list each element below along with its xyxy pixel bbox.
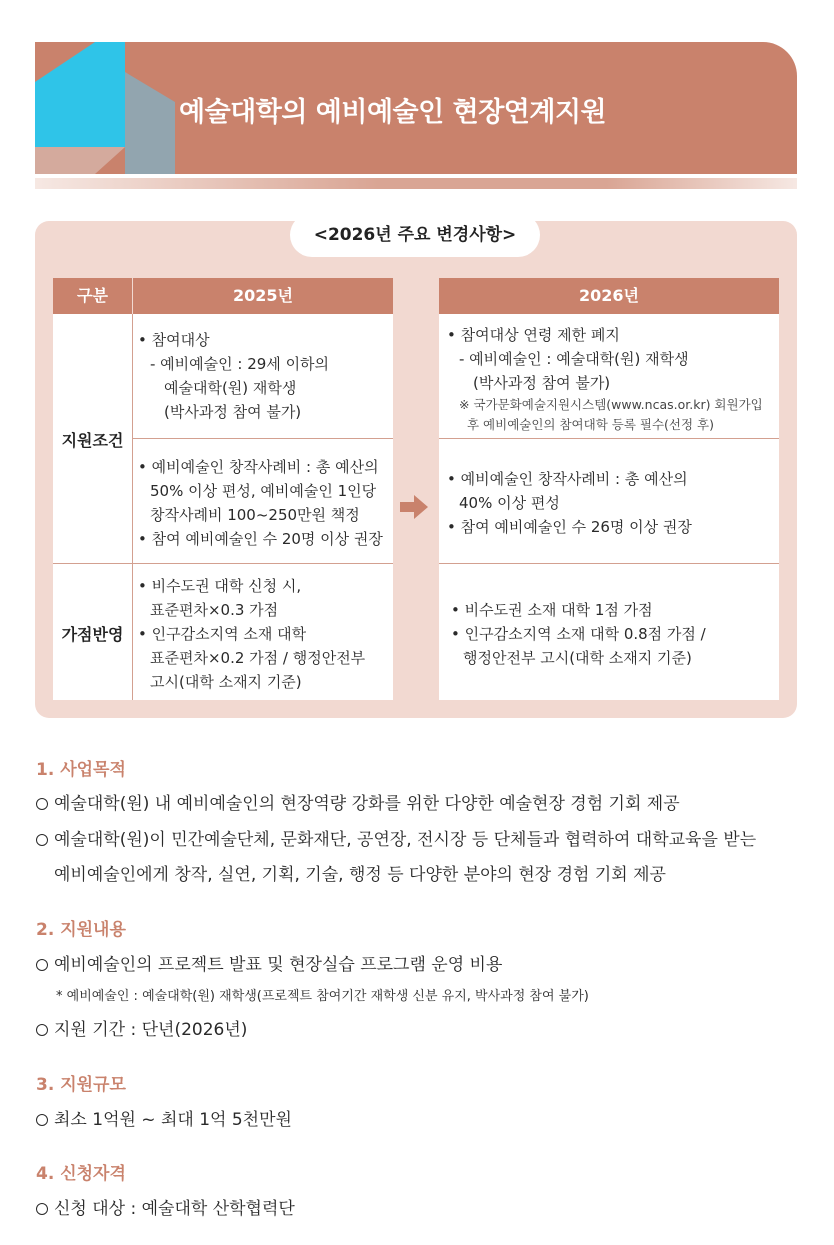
cell-line: (박사과정 참여 불가) xyxy=(473,374,611,392)
cell-line: 50% 이상 편성, 예비예술인 1인당 xyxy=(150,482,377,500)
cell-line: • 예비예술인 창작사례비 : 총 예산의 xyxy=(447,470,688,488)
header-2025: 2025년 xyxy=(133,278,393,314)
cell-line: • 예비예술인 창작사례비 : 총 예산의 xyxy=(138,458,379,476)
cell-note: ※ 국가문화예술지원시스템(www.ncas.or.kr) 회원가입 xyxy=(459,397,763,412)
cell-line: 창작사례비 100~250만원 책정 xyxy=(150,506,360,524)
header-category: 구분 xyxy=(53,278,132,314)
row-divider xyxy=(439,438,779,439)
row-label-support-condition: 지원조건 xyxy=(61,431,124,450)
list-item: 예술대학(원) 내 예비예술인의 현장역량 강화를 위한 다양한 예술현장 경험 기회 제공 xyxy=(36,789,680,814)
cell-line: 40% 이상 편성 xyxy=(459,494,560,512)
decorative-shape-icon xyxy=(35,42,175,174)
cell-2026-eligibility xyxy=(447,323,763,435)
header-2026: 2026년 xyxy=(439,278,779,314)
title-underline xyxy=(35,178,797,189)
section-title-purpose: 1. 사업목적 xyxy=(36,760,126,780)
section-title-support: 2. 지원내용 xyxy=(36,920,126,940)
cell-line: • 참여대상 xyxy=(138,331,210,349)
cell-2025-fee xyxy=(138,455,383,551)
cell-2026-bonus xyxy=(451,598,706,670)
row-divider xyxy=(439,563,779,564)
circle-bullet-icon xyxy=(36,798,48,810)
list-item: 신청 대상 : 예술대학 산학협력단 xyxy=(36,1194,295,1219)
list-item: 예비예술인의 프로젝트 발표 및 현장실습 프로그램 운영 비용 xyxy=(36,950,502,975)
list-item: 예술대학(원)이 민간예술단체, 문화재단, 공연장, 전시장 등 단체들과 협력하여 대학교육을 받는 xyxy=(36,825,756,850)
list-item: 최소 1억원 ~ 최대 1억 5천만원 xyxy=(36,1105,292,1130)
list-item: 지원 기간 : 단년(2026년) xyxy=(36,1015,247,1040)
cell-line: • 참여 예비예술인 수 20명 이상 권장 xyxy=(138,530,383,548)
list-note: * 예비예술인 : 예술대학(원) 재학생(프로젝트 참여기간 재학생 신분 유지, 박사과정 참여 불가) xyxy=(56,989,589,1004)
row-divider xyxy=(53,563,393,564)
cell-line: • 참여 예비예술인 수 26명 이상 권장 xyxy=(447,518,692,536)
cell-2025-eligibility xyxy=(138,328,329,424)
cell-line: • 인구감소지역 소재 대학 xyxy=(138,625,307,643)
cell-line: 행정안전부 고시(대학 소재지 기준) xyxy=(463,649,692,667)
cell-line: (박사과정 참여 불가) xyxy=(164,403,302,421)
list-item-continued: 예비예술인에게 창작, 실연, 기획, 기술, 행정 등 다양한 분야의 현장 경험 기회 제공 xyxy=(54,865,666,885)
cell-2025-bonus xyxy=(138,574,365,694)
right-arrow-icon xyxy=(400,495,428,519)
circle-bullet-icon xyxy=(36,1114,48,1126)
page-title: 예술대학의 예비예술인 현장연계지원 xyxy=(179,97,607,128)
row-label-bonus-points: 가점반영 xyxy=(61,625,124,644)
cell-line: 표준편차×0.2 가점 / 행정안전부 xyxy=(150,649,366,667)
cell-line: • 인구감소지역 소재 대학 0.8점 가점 / xyxy=(451,625,706,643)
cell-line: • 참여대상 연령 제한 폐지 xyxy=(447,326,620,344)
cell-line: 고시(대학 소재지 기준) xyxy=(150,673,302,691)
cell-line: • 비수도권 대학 신청 시, xyxy=(138,577,302,595)
row-divider xyxy=(132,438,393,439)
cell-note: 후 예비예술인의 참여대학 등록 필수(선정 후) xyxy=(467,417,714,432)
title-banner xyxy=(35,42,797,174)
circle-bullet-icon xyxy=(36,834,48,846)
circle-bullet-icon xyxy=(36,1203,48,1215)
cell-line: 표준편차×0.3 가점 xyxy=(150,601,279,619)
section-title-eligibility: 4. 신청자격 xyxy=(36,1164,126,1184)
circle-bullet-icon xyxy=(36,1024,48,1036)
column-divider xyxy=(132,314,133,700)
cell-line: • 비수도권 소재 대학 1점 가점 xyxy=(451,601,653,619)
section-title-scale: 3. 지원규모 xyxy=(36,1075,126,1095)
circle-bullet-icon xyxy=(36,959,48,971)
cell-line: 예술대학(원) 재학생 xyxy=(164,379,297,397)
changes-heading: <2026년 주요 변경사항> xyxy=(290,213,540,257)
cell-2026-fee xyxy=(447,467,692,539)
cell-line: - 예비예술인 : 29세 이하의 xyxy=(150,355,330,373)
cell-line: - 예비예술인 : 예술대학(원) 재학생 xyxy=(459,350,689,368)
